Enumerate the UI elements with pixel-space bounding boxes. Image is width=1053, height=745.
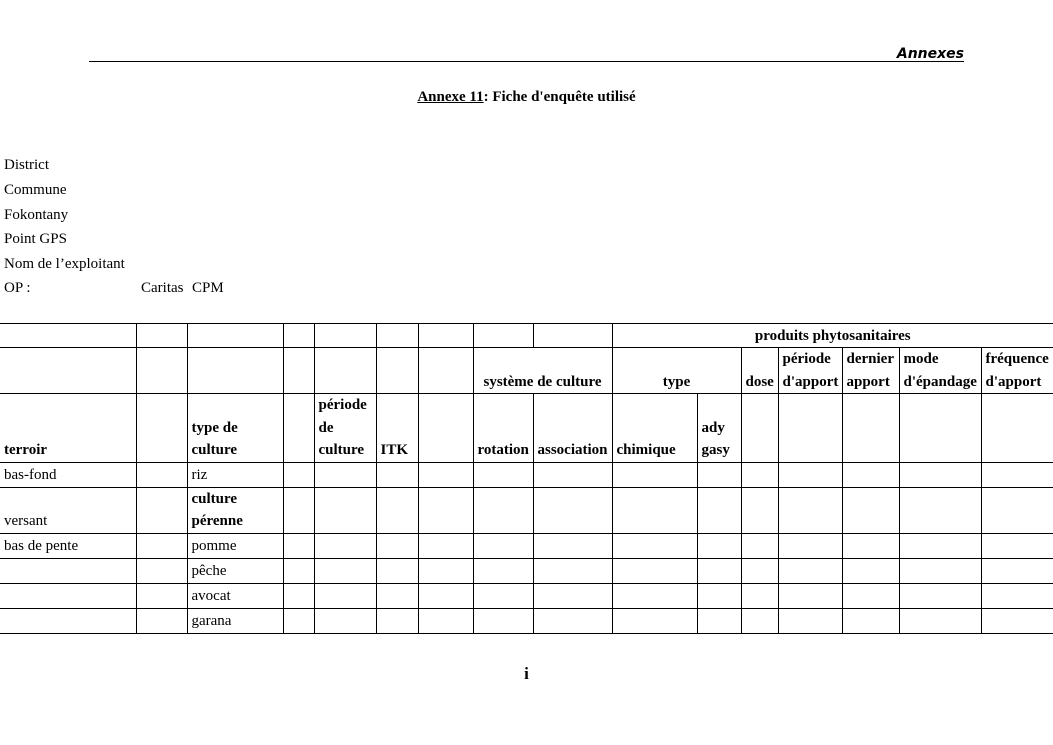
table-row bbox=[0, 608, 1053, 633]
header-periode-culture: période de culture bbox=[314, 394, 376, 463]
cell-terroir bbox=[0, 608, 136, 633]
field-gps: Point GPS bbox=[4, 231, 67, 247]
table-header-row-2 bbox=[0, 394, 1053, 463]
cell-terroir: versant bbox=[0, 487, 136, 533]
cell-terroir bbox=[0, 558, 136, 583]
field-commune: Commune bbox=[4, 182, 67, 198]
field-fokontany: Fokontany bbox=[4, 207, 69, 223]
title-text: : Fiche d'enquête utilisé bbox=[483, 89, 636, 105]
header-rotation: rotation bbox=[473, 394, 533, 463]
table-row bbox=[0, 583, 1053, 608]
header-type: type bbox=[612, 348, 741, 394]
header-type-culture: type de culture bbox=[187, 394, 283, 463]
field-op: OP : bbox=[4, 280, 31, 296]
cell-terroir bbox=[0, 583, 136, 608]
op-option-caritas: Caritas bbox=[141, 280, 184, 296]
cell-culture: pêche bbox=[187, 558, 283, 583]
header-rule bbox=[89, 61, 964, 62]
header-systeme-culture: système de culture bbox=[473, 348, 612, 394]
header-adygasy: ady gasy bbox=[697, 394, 741, 463]
cell-terroir: bas-fond bbox=[0, 462, 136, 487]
header-association: association bbox=[533, 394, 612, 463]
field-exploitant: Nom de l’exploitant bbox=[4, 256, 125, 272]
header-terroir: terroir bbox=[0, 394, 136, 463]
annex-ref: Annexe 11 bbox=[417, 89, 484, 105]
cell-culture: riz bbox=[187, 462, 283, 487]
cell-culture: garana bbox=[187, 608, 283, 633]
page-title bbox=[0, 89, 1053, 106]
table-row bbox=[0, 462, 1053, 487]
header-dernier-apport: dernier apport bbox=[842, 348, 899, 394]
group-header-phyto: produits phytosanitaires bbox=[612, 324, 1053, 348]
cell-culture: pomme bbox=[187, 533, 283, 558]
table-row bbox=[0, 558, 1053, 583]
table-header-row-1 bbox=[0, 348, 1053, 394]
section-label: Annexes bbox=[896, 46, 964, 62]
field-district: District bbox=[4, 157, 49, 173]
page-number: i bbox=[524, 664, 529, 683]
survey-table bbox=[0, 323, 1053, 634]
table-row bbox=[0, 533, 1053, 558]
op-option-cpm: CPM bbox=[192, 280, 224, 296]
table-row bbox=[0, 487, 1053, 533]
table-header-row-0 bbox=[0, 324, 1053, 348]
header-chimique: chimique bbox=[612, 394, 697, 463]
cell-culture: culture pérenne bbox=[187, 487, 283, 533]
header-mode-epandage: mode d'épandage bbox=[899, 348, 981, 394]
cell-culture: avocat bbox=[187, 583, 283, 608]
header-frequence-apport: fréquence d'apport bbox=[981, 348, 1053, 394]
cell-terroir: bas de pente bbox=[0, 533, 136, 558]
header-periode-apport: période d'apport bbox=[778, 348, 842, 394]
header-dose: dose bbox=[741, 348, 778, 394]
header-itk: ITK bbox=[376, 394, 418, 463]
